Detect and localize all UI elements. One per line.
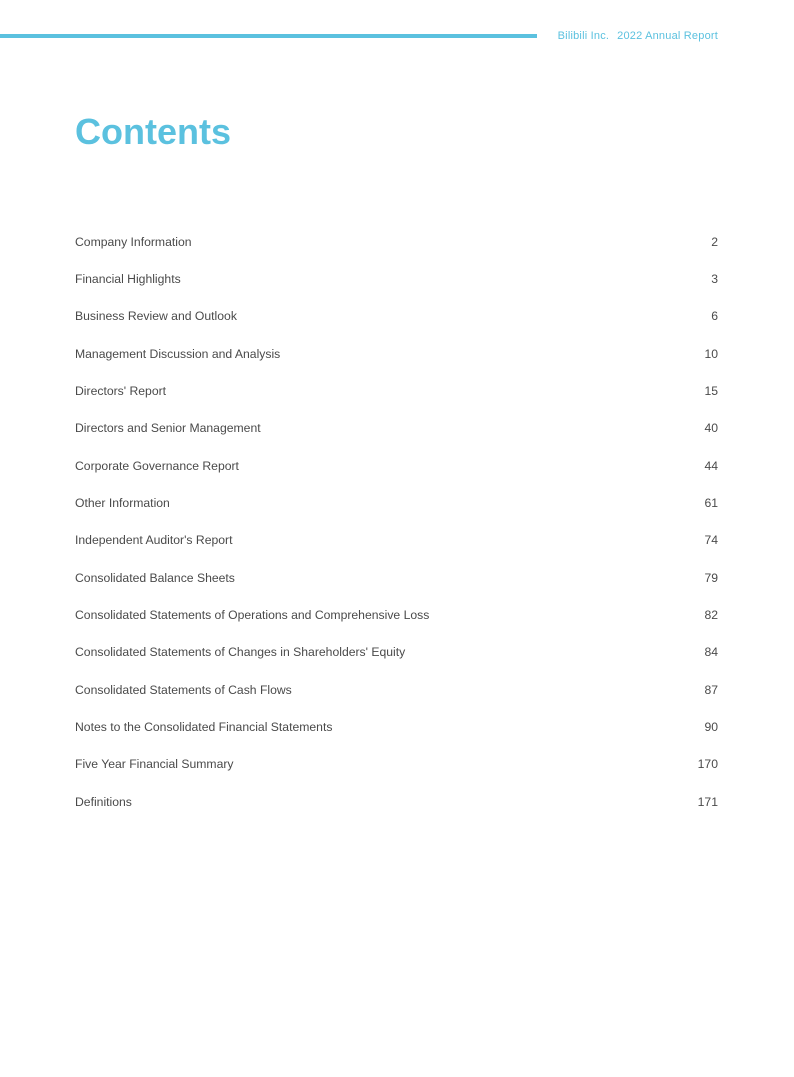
- toc-entry-definitions[interactable]: [75, 783, 718, 820]
- toc-entry-label: Notes to the Consolidated Financial Statements: [75, 719, 333, 734]
- toc-entry-management-discussion[interactable]: [75, 335, 718, 372]
- toc-entry-shareholders-equity[interactable]: [75, 634, 718, 671]
- toc-entry-page: 90: [704, 719, 718, 734]
- toc-entry-page: 84: [704, 645, 718, 660]
- toc-entry-business-review[interactable]: [75, 298, 718, 335]
- toc-entry-page: 3: [711, 271, 718, 286]
- toc-entry-label: Consolidated Balance Sheets: [75, 570, 235, 585]
- page-title: Contents: [75, 111, 231, 152]
- toc-entry-page: 171: [697, 794, 718, 809]
- toc-entry-balance-sheets[interactable]: [75, 559, 718, 596]
- header-company: Bilibili Inc.: [557, 30, 610, 42]
- toc-entry-label: Independent Auditor's Report: [75, 533, 233, 548]
- toc-entry-directors-report[interactable]: [75, 372, 718, 409]
- toc-entry-five-year-summary[interactable]: [75, 746, 718, 783]
- toc-entry-other-information[interactable]: [75, 484, 718, 521]
- toc-entry-label: Other Information: [75, 495, 170, 510]
- toc-entry-page: 15: [704, 383, 718, 398]
- toc-entry-notes[interactable]: [75, 708, 718, 745]
- toc-entry-auditors-report[interactable]: [75, 522, 718, 559]
- toc-entry-label: Definitions: [75, 794, 132, 809]
- toc-entry-company-information[interactable]: [75, 223, 718, 260]
- toc-entry-page: 79: [704, 570, 718, 585]
- toc-entry-page: 82: [704, 607, 718, 622]
- toc-entry-page: 10: [704, 346, 718, 361]
- table-of-contents: [75, 223, 718, 820]
- toc-entry-label: Consolidated Statements of Cash Flows: [75, 682, 292, 697]
- header-rule: [0, 34, 537, 38]
- toc-entry-page: 44: [704, 458, 718, 473]
- toc-entry-label: Directors and Senior Management: [75, 421, 261, 436]
- toc-entry-page: 87: [704, 682, 718, 697]
- toc-entry-page: 6: [711, 309, 718, 324]
- toc-entry-statements-of-operations[interactable]: [75, 596, 718, 633]
- toc-entry-page: 74: [704, 533, 718, 548]
- toc-entry-label: Company Information: [75, 234, 192, 249]
- toc-entry-label: Consolidated Statements of Operations and Comprehensive Loss: [75, 607, 430, 622]
- toc-entry-page: 170: [697, 757, 718, 772]
- toc-entry-label: Financial Highlights: [75, 271, 181, 286]
- toc-entry-label: Directors' Report: [75, 383, 167, 398]
- toc-entry-label: Consolidated Statements of Changes in Shareholders' Equity: [75, 645, 406, 660]
- toc-entry-corporate-governance[interactable]: [75, 447, 718, 484]
- toc-entry-financial-highlights[interactable]: [75, 260, 718, 297]
- toc-entry-page: 40: [704, 421, 718, 436]
- running-header: [558, 30, 718, 42]
- toc-entry-label: Five Year Financial Summary: [75, 757, 234, 772]
- toc-entry-page: 61: [704, 495, 718, 510]
- header-report-title: 2022 Annual Report: [617, 30, 718, 42]
- toc-entry-label: Management Discussion and Analysis: [75, 346, 281, 361]
- toc-entry-label: Corporate Governance Report: [75, 458, 239, 473]
- toc-entry-page: 2: [711, 234, 718, 249]
- toc-entry-cash-flows[interactable]: [75, 671, 718, 708]
- toc-entry-directors-senior-management[interactable]: [75, 410, 718, 447]
- toc-entry-label: Business Review and Outlook: [75, 309, 237, 324]
